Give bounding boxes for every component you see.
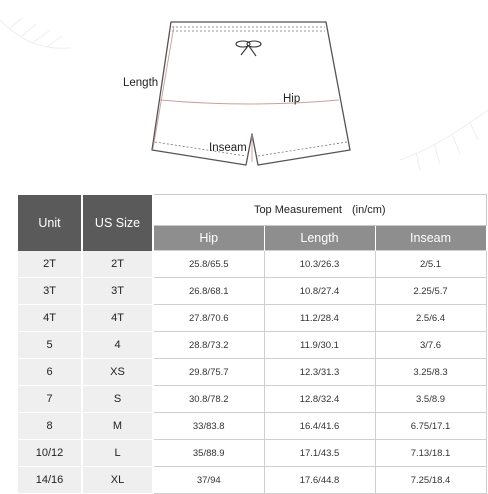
unit-header: Unit [18,195,82,251]
hip-cell: 27.8/70.6 [153,305,264,332]
shorts-outline [152,22,350,165]
top-measurement-unit: (in/cm) [351,204,386,216]
length-column-header: Length [264,226,375,251]
length-cell: 10.8/27.4 [264,278,375,305]
us-size-cell: 4 [82,332,153,359]
inseam-label: Inseam [209,142,247,154]
hip-cell: 29.8/75.7 [153,359,264,386]
us-size-cell: M [82,413,153,440]
shorts-illustration [0,0,488,190]
leaf-watermark-right [400,110,488,170]
table-row [18,440,486,467]
length-cell: 17.1/43.5 [264,440,375,467]
hip-cell: 25.8/65.5 [153,251,264,278]
unit-cell: 3T [18,278,82,305]
us-size-cell: 3T [82,278,153,305]
hip-cell: 35/88.9 [153,440,264,467]
length-cell: 12.8/32.4 [264,386,375,413]
unit-cell: 7 [18,386,82,413]
length-cell: 17.6/44.8 [264,467,375,494]
length-cell: 11.2/28.4 [264,305,375,332]
us-size-cell: XL [82,467,153,494]
table-row [18,386,486,413]
us-size-cell: L [82,440,153,467]
leaf-watermark-left [0,18,70,48]
hip-cell: 37/94 [153,467,264,494]
hip-cell: 26.8/68.1 [153,278,264,305]
table-row [18,278,486,305]
inseam-cell: 3.5/8.9 [375,386,486,413]
us-size-cell: 2T [82,251,153,278]
unit-cell: 6 [18,359,82,386]
inseam-cell: 7.13/18.1 [375,440,486,467]
hip-label: Hip [283,93,301,105]
shorts-drawing [0,0,488,190]
length-label: Length [123,77,159,89]
inseam-cell: 2/5.1 [375,251,486,278]
hip-cell: 33/83.8 [153,413,264,440]
length-cell: 16.4/41.6 [264,413,375,440]
unit-cell: 2T [18,251,82,278]
table-row [18,467,486,494]
length-cell: 10.3/26.3 [264,251,375,278]
inseam-column-header: Inseam [375,226,486,251]
inseam-cell: 7.25/18.4 [375,467,486,494]
unit-cell: 8 [18,413,82,440]
us-size-cell: S [82,386,153,413]
table-row [18,251,486,278]
size-chart-table [18,194,487,494]
us-size-header: US Size [82,195,153,251]
inseam-cell: 3.25/8.3 [375,359,486,386]
length-cell: 12.3/31.3 [264,359,375,386]
table-row [18,413,486,440]
table-row [18,332,486,359]
length-cell: 11.9/30.1 [264,332,375,359]
us-size-cell: 4T [82,305,153,332]
inseam-cell: 3/7.6 [375,332,486,359]
inseam-cell: 2.25/5.7 [375,278,486,305]
unit-cell: 14/16 [18,467,82,494]
top-measurement-header [153,195,486,226]
unit-cell: 10/12 [18,440,82,467]
table-row [18,359,486,386]
inseam-cell: 2.5/6.4 [375,305,486,332]
inseam-cell: 6.75/17.1 [375,413,486,440]
table-row [18,305,486,332]
us-size-cell: XS [82,359,153,386]
unit-cell: 5 [18,332,82,359]
top-measurement-title: Top Measurement [253,204,342,216]
unit-cell: 4T [18,305,82,332]
hip-cell: 30.8/78.2 [153,386,264,413]
header-row-top [18,195,486,226]
hip-column-header: Hip [153,226,264,251]
hip-cell: 28.8/73.2 [153,332,264,359]
